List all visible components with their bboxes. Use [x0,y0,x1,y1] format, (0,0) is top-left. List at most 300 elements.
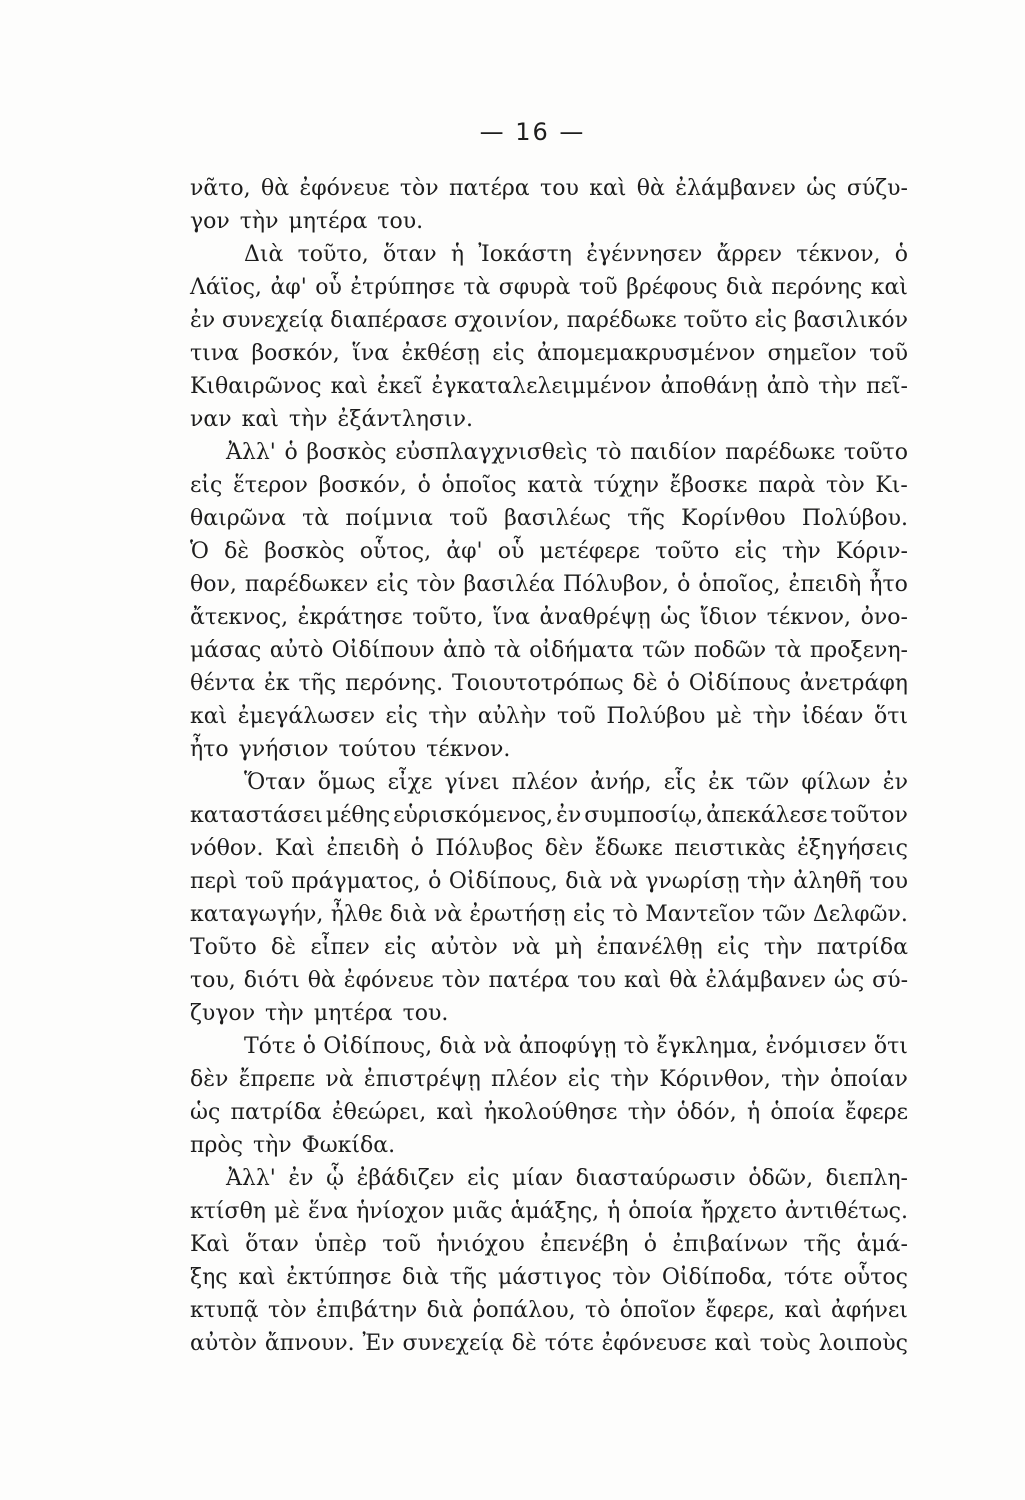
word: ὁποία [770,1100,835,1125]
word: αὐλὴν [477,704,547,729]
word: ἐφόνευε [299,176,390,201]
word: σημεῖον [767,341,857,366]
word: ἐκθέσῃ [401,341,480,366]
word: ἀντιθέτως. [784,1199,908,1224]
word: τὸ [596,440,622,465]
word: νὰ [609,869,638,894]
word: ὁδόν, [676,1100,737,1125]
word: ξης [190,1265,228,1290]
word: ἔδωκε [594,836,663,861]
word: συμποσίῳ, [584,803,704,828]
word: ὡς [190,1100,221,1125]
word: ἐκεῖ [376,374,423,399]
word: δὲ [511,1331,537,1356]
word: ἀποθάνῃ [660,374,758,399]
word: διότι [243,968,300,993]
word: ἕνα [308,1199,349,1224]
word: τὸν [416,572,456,597]
word: Ἀλλ' [226,440,276,465]
word: δὲ [271,935,297,960]
word: τὰ [302,506,330,531]
text-line [190,1162,908,1195]
word: λοιποὺς [818,1331,908,1356]
word: ὡς [833,968,865,993]
word: ὀνο- [860,605,908,630]
word: ἐλάμβανεν [705,968,826,993]
word: Οἰδίποδα, [661,1265,774,1290]
word: ἐτρύπησε [350,275,455,300]
word: γίνει [444,770,500,795]
word: παρέδωκε [566,308,677,333]
word: οἰδήματα [529,638,634,663]
word: οὗτος, [359,539,432,564]
word: καὶ [870,275,908,300]
word: ὁποίαν [830,1067,908,1092]
word: τέκνον, [796,242,881,267]
word: ἐβάδιζεν [356,1166,455,1191]
word: πατρίδα [816,935,908,960]
word: ὁδῶν, [748,1166,814,1191]
word: ἀναθρέψῃ [539,605,651,630]
word: ἐπιβαίνων [672,1232,789,1257]
word: ἐκτύπησε [286,1265,392,1290]
word: εἰς [384,935,417,960]
word: του [540,176,579,201]
word: τὰ [493,638,521,663]
word: τὸ [623,1034,650,1059]
word: οὗ [497,539,525,564]
text-line [190,1063,908,1096]
word: ὁ [643,1232,657,1257]
word: ἀφήνει [831,1298,908,1323]
word: Τοιουτοτρόπως [452,671,624,696]
word: πλέον [491,1067,558,1092]
word: τῶν [745,770,790,795]
word: δὲ [224,539,250,564]
word: δὲν [190,1067,229,1092]
word: Ἰοκάστη [478,242,572,267]
word: ὅταν [383,242,437,267]
word: παρέδωκεν [244,572,369,597]
text-line [190,766,908,799]
word: καὶ [714,1331,752,1356]
word: τοῦ [244,869,284,894]
text-line [190,832,908,865]
word: ὅταν [245,1232,299,1257]
word: τὸν [612,1265,652,1290]
word: ὁ [666,671,680,696]
text-line [190,601,908,634]
word: δὲν [544,836,584,861]
text-line [190,1096,908,1129]
word: ἄτεκνος, [190,605,289,630]
word: ῥοπάλου, [472,1298,576,1323]
word: οὗ [315,275,342,300]
word: τοῦτο, [412,605,484,630]
word: ἠκολούθησε [483,1100,618,1125]
word: περόνης [771,275,863,300]
word: ἐμεγάλωσεν [237,704,375,729]
word: πατέρα [448,176,530,201]
word: ἔφερε, [705,1298,776,1323]
word: ποδῶν [693,638,767,663]
word: καὶ [589,176,627,201]
text-line [190,667,908,700]
word: ὁποῖος, [698,572,781,597]
word: θαιρῶνα [190,506,286,531]
word: καὶ [190,704,228,729]
text-line [190,799,908,832]
word: βασιλικόν [793,308,908,333]
word: ἐφόνευε [343,968,434,993]
word: ἵνα [352,341,390,366]
word: ἁμάξης, [510,1199,600,1224]
word: τοὺς [759,1331,811,1356]
word: κατὰ [527,473,583,498]
word: ἄρρεν [716,242,782,267]
word: τοῦτο [655,539,720,564]
word: εἶχε [387,770,433,795]
word: ἀνήρ, [590,770,652,795]
word: τοῦ [869,341,908,366]
word: ἐθεώρει, [331,1100,427,1125]
word: δὲ [632,671,658,696]
word: τὸν [441,968,481,993]
word: Καὶ [190,1232,230,1257]
text-line [190,931,908,964]
word: τοῦτο, [297,242,369,267]
text-line [190,535,908,568]
text-line [190,1228,908,1261]
word: ἡ [450,242,465,267]
word: εἰς [567,1067,601,1092]
word: νᾶτο, [190,176,251,201]
text-line [190,172,908,205]
word: καὶ [238,1265,276,1290]
word: Μαντεῖον [645,902,755,927]
text-line: ἦτο γνήσιον τούτου τέκνον. [190,737,511,762]
word: διὰ [402,1265,439,1290]
word: σύ- [872,968,908,993]
text-line [190,898,908,931]
word: Οἰδίπους, [448,869,558,894]
word: Κι- [875,473,908,498]
word: ἦτο [869,572,908,597]
word: νὰ [483,1034,512,1059]
word: ὁ [284,440,298,465]
word: κτυπᾷ [190,1298,259,1323]
word: εἷς [663,770,697,795]
word: εἰς [754,308,787,333]
word: τὸν [267,1298,307,1323]
word: ὅμως [317,770,376,795]
text-line: πρὸς τὴν Φωκίδα. [190,1133,396,1158]
word: ἐπιβάτην [316,1298,418,1323]
word: ἔγκλημα, [656,1034,759,1059]
word: συνεχείᾳ [222,308,324,333]
text-line [190,337,908,370]
word: ἡνίοχον [356,1199,445,1224]
word: καταστάσει [190,803,323,828]
word: ἐγκαταλελειμμένον [431,374,652,399]
word: τὴν [818,374,858,399]
word: εἰς [717,935,750,960]
word: ἔβοσκε [669,473,748,498]
word: ἐν [288,1166,314,1191]
word: ὑπὲρ [314,1232,367,1257]
word: οὗτος [843,1265,908,1290]
word: ὅτι [873,704,908,729]
word: βοσκὸς [264,539,345,564]
word: μιᾶς [452,1199,503,1224]
word: βρέφους [626,275,718,300]
word: θὰ [636,176,665,201]
word: τὰ [463,275,491,300]
word: πλέον [511,770,579,795]
word: Τοῦτο [190,935,257,960]
word: τὸ [584,1298,611,1323]
word: ἴδιον [700,605,758,630]
word: θον, [190,572,237,597]
word: ἰδέαν [801,704,864,729]
word: νὰ [512,935,541,960]
text-line [190,964,908,997]
word: ἐπειδὴ [788,572,862,597]
text-line [190,304,908,337]
word: ἐπενέβη [540,1232,629,1257]
word: ὡς [660,605,691,630]
word: πράγματος, [291,869,421,894]
text-line [190,238,908,271]
text-line [190,1294,908,1327]
word: παρέδωκε [725,440,836,465]
word: μέθης [325,803,391,828]
word: ἀφ' [270,275,307,300]
word: αὐτὸ [269,638,324,663]
word: ἐκ [708,770,734,795]
word: τὴν [781,539,821,564]
word: ἀπὸ [443,638,486,663]
word: μάστιγος [497,1265,602,1290]
word: Δελφῶν. [812,902,908,927]
word: σύζυ- [846,176,908,201]
word: εἰς [734,539,767,564]
word: Κόρινθον, [659,1067,771,1092]
word: θέντα [190,671,256,696]
text-line [190,502,908,535]
word: Κιθαιρῶνος [190,374,322,399]
text-line [190,1327,908,1360]
word: ἦλθε [330,902,383,927]
word: παρὰ [758,473,816,498]
word: γνωρίσῃ [645,869,740,894]
word: ἐν [556,803,582,828]
text-line: ζυγον τὴν μητέρα του. [190,1001,449,1026]
word: ἐγέννησεν [586,242,703,267]
word: νὰ [433,902,463,927]
word: εἰς [190,473,223,498]
word: ἐπειδὴ [326,836,400,861]
word: πατέρα [488,968,570,993]
word: Πολύβου. [801,506,908,531]
word: τότε [783,1265,833,1290]
word: ἐνόμισεν [765,1034,867,1059]
word: ὁποῖον [619,1298,696,1323]
word: καταγωγήν, [190,902,324,927]
word: ἀπομεμακρυσμένον [537,341,756,366]
word: τὸν [399,176,439,201]
word: Κόριν- [835,539,908,564]
word: Κορίνθου [681,506,786,531]
word: ἤρχετο [700,1199,777,1224]
word: τῶν [762,902,806,927]
word: νόθον. [190,836,264,861]
word: καὶ [784,1298,822,1323]
word: βοσκὸς [306,440,387,465]
word: Ἐν [362,1331,395,1356]
word: τινα [190,341,240,366]
word: εὐσπλαγχνισθεὶς [395,440,588,465]
word: τῶν [642,638,686,663]
text-line [190,271,908,304]
word: Καὶ [274,836,315,861]
word: περόνης. [345,671,444,696]
word: ὡς [806,176,837,201]
page-number: — 16 — [479,118,586,146]
text-line [190,568,908,601]
text-line [190,436,908,469]
word: προξενη- [809,638,908,663]
word: τὸ [612,902,638,927]
word: συνεχείᾳ [402,1331,504,1356]
word: περὶ [190,869,238,894]
word: Διὰ [244,242,284,267]
word: ὁ [428,869,442,894]
word: Οἰδίπους, [323,1034,433,1059]
text-line [190,370,908,403]
word: εἰς [467,1166,500,1191]
word: ὁ [410,836,424,861]
word: ἁμά- [856,1232,908,1257]
word: ἡ [746,1100,761,1125]
word: μάσας [190,638,262,663]
word: ἐν [882,770,908,795]
word: μίαν [512,1166,564,1191]
word: πατρίδα [230,1100,322,1125]
word: ἡ [607,1199,621,1224]
word: ἀποφύγῃ [518,1034,617,1059]
word: τῆς [803,1232,842,1257]
word: ὁ [417,473,431,498]
word: σχοινίον, [453,308,560,333]
word: τοῦτον [830,803,908,828]
word: ἐλάμβανεν [675,176,796,201]
word: παιδίον [630,440,717,465]
word: διασταύρωσιν [575,1166,736,1191]
word: θὰ [261,176,290,201]
word: ἄπνουν. [264,1331,355,1356]
word: ἐρωτήσῃ [469,902,566,927]
word: τὸν [825,473,865,498]
word: βοσκόν, [318,473,407,498]
word: διὰ [726,275,763,300]
word: τὰ [774,638,802,663]
word: ὁ [894,242,908,267]
word: καὶ [330,374,368,399]
word: τὴν [752,704,792,729]
word: ἀπεκάλεσε [706,803,828,828]
word: ἐξηγήσεις [797,836,908,861]
word: ὅτι [873,1034,908,1059]
word: ἔφερε [845,1100,908,1125]
word: τύχην [593,473,659,498]
word: εἰς [385,704,418,729]
word: Ἀλλ' [226,1166,276,1191]
word: ποίμνια [345,506,433,531]
word: Οἰδίπουν [331,638,435,663]
word: Ὁ [190,539,209,564]
word: Πόλυβον, [562,572,670,597]
word: Οἰδίπους [688,671,791,696]
word: τοῦ [578,275,618,300]
word: τοῦτο [843,440,908,465]
text-line: γον τὴν μητέρα του. [190,209,424,234]
word: τὴν [747,869,786,894]
word: ὁποία [628,1199,693,1224]
word: τοῦ [382,1232,421,1257]
word: μετέφερε [539,539,640,564]
word: Τότε [244,1034,296,1059]
word: εἰς [492,341,525,366]
word: τῆς [449,1265,488,1290]
word: πειστικὰς [674,836,786,861]
word: τὴν [763,935,803,960]
word: μὲ [273,1199,301,1224]
word: τῆς [627,506,665,531]
word: ἀνετράφη [799,671,908,696]
word: ᾧ [326,1166,345,1191]
word: Λάϊος, [190,275,262,300]
word: τότε [544,1331,594,1356]
word: θὰ [307,968,336,993]
word: τὴν [781,1067,820,1092]
word: διεπλη- [825,1166,908,1191]
word: διὰ [565,869,603,894]
word: ἀφ' [446,539,483,564]
word: ὁ [677,572,691,597]
text-line [190,1030,908,1063]
word: κτίσθη [190,1199,266,1224]
word: εὑρισκόμενος, [393,803,554,828]
word: Πολύβου [606,704,706,729]
word: φίλων [801,770,871,795]
word: εἰς [376,572,409,597]
word: Ὅταν [244,770,306,795]
word: ἀπὸ [766,374,810,399]
word: τῆς [298,671,337,696]
word: ἀληθῆ [793,869,862,894]
word: του [577,968,617,993]
word: διὰ [439,1034,477,1059]
word: τοῦ [449,506,488,531]
word: θὰ [669,968,698,993]
word: ἵνα [493,605,530,630]
word: ἐν [190,308,216,333]
word: νὰ [325,1067,354,1092]
word: βασιλέα [463,572,555,597]
text-line [190,865,908,898]
word: διὰ [426,1298,464,1323]
